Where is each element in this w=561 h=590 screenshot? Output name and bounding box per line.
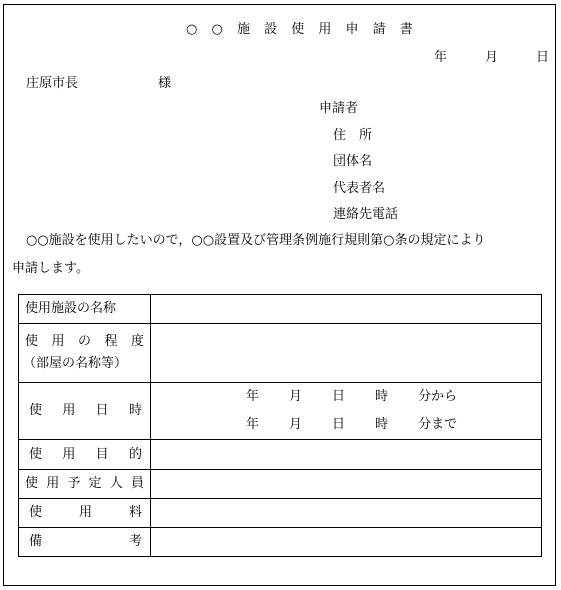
row-purpose [19, 440, 542, 470]
extent-label-line2: （部屋の名称等） [23, 356, 128, 371]
row-facility-name [19, 295, 542, 324]
facility-name-label: 使用施設の名称 [19, 295, 151, 324]
application-table [18, 294, 542, 557]
facility-name-field[interactable] [151, 295, 542, 324]
datetime-from-line: 年 月 日 時 分から [246, 389, 458, 404]
applicant-representative-label: 代表者名 [333, 181, 386, 196]
body-text-line1: ○○施設を使用したいので，○○設置及び管理条例施行規則第○条の規定により [26, 233, 486, 248]
date-line [434, 50, 549, 66]
purpose-label: 使 用 目 的 [19, 440, 151, 470]
row-extent [19, 324, 542, 383]
date-month: 月 [485, 50, 499, 65]
applicant-phone-label: 連絡先電話 [333, 207, 399, 222]
date-year: 年 [434, 50, 448, 65]
extent-field[interactable] [151, 324, 542, 383]
row-expected-people [19, 470, 542, 499]
applicant-heading: 申請者 [319, 101, 359, 116]
addressee-name: 庄原市長 [26, 76, 79, 91]
datetime-field[interactable] [151, 383, 542, 440]
extent-label-line1: 使 用 の 程 度 [25, 334, 144, 349]
fee-label: 使 用 料 [19, 499, 151, 528]
row-remarks [19, 528, 542, 557]
date-day: 日 [536, 50, 550, 65]
row-fee [19, 499, 542, 528]
remarks-label: 備 考 [19, 528, 151, 557]
applicant-group-label: 団体名 [333, 154, 373, 169]
fee-field[interactable] [151, 499, 542, 528]
datetime-to-line: 年 月 日 時 分まで [246, 417, 458, 432]
expected-people-field[interactable] [151, 470, 542, 499]
row-datetime [19, 383, 542, 440]
body-text-line2: 申請します。 [12, 261, 89, 276]
applicant-address-label: 住 所 [333, 128, 373, 143]
addressee-honorific: 様 [158, 76, 172, 91]
purpose-field[interactable] [151, 440, 542, 470]
remarks-field[interactable] [151, 528, 542, 557]
datetime-label: 使 用 日 時 [19, 383, 151, 440]
expected-people-label: 使 用 予 定 人 員 [19, 470, 151, 499]
document-title: ○ ○ 施 設 使 用 申 請 書 [186, 22, 418, 37]
extent-label [19, 324, 151, 383]
